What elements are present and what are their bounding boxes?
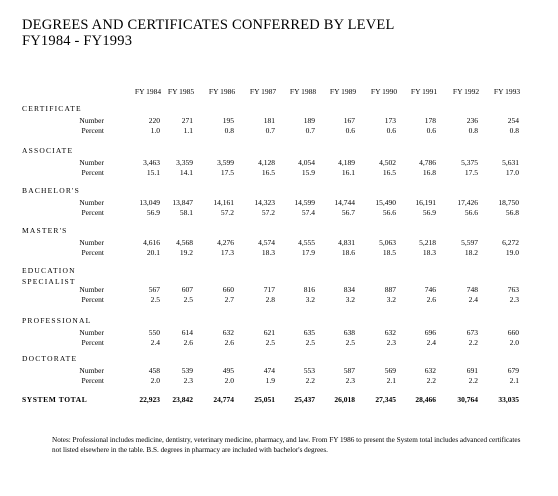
total-cell: 22,923 xyxy=(139,395,160,404)
percent-cell: 56.6 xyxy=(382,208,396,217)
percent-cell: 2.8 xyxy=(265,295,275,304)
number-cell: 4,786 xyxy=(419,158,436,167)
percent-cell: 2.2 xyxy=(426,376,436,385)
percent-cell: 0.7 xyxy=(265,126,275,135)
year-header: FY 1992 xyxy=(452,87,480,96)
percent-cell: 0.6 xyxy=(426,126,436,135)
number-cell: 495 xyxy=(222,366,234,375)
row-label-number: Number xyxy=(79,116,104,125)
number-cell: 18,750 xyxy=(498,198,519,207)
row-label-percent: Percent xyxy=(81,376,104,385)
percent-cell: 2.3 xyxy=(509,295,519,304)
percent-cell: 3.2 xyxy=(305,295,315,304)
percent-cell: 17.9 xyxy=(301,248,315,257)
year-header: FY 1988 xyxy=(289,87,317,96)
percent-cell: 18.3 xyxy=(422,248,436,257)
number-cell: 4,128 xyxy=(258,158,275,167)
percent-cell: 16.5 xyxy=(382,168,396,177)
number-cell: 189 xyxy=(303,116,315,125)
number-cell: 621 xyxy=(263,328,275,337)
section-label: CERTIFICATE xyxy=(22,104,82,113)
percent-cell: 0.7 xyxy=(305,126,315,135)
percent-cell: 1.0 xyxy=(150,126,160,135)
percent-cell: 0.8 xyxy=(509,126,519,135)
section-label: EDUCATION xyxy=(22,266,76,275)
number-cell: 763 xyxy=(507,285,519,294)
section-label: BACHELOR'S xyxy=(22,186,80,195)
number-cell: 4,276 xyxy=(217,238,234,247)
total-cell: 28,466 xyxy=(415,395,436,404)
title-line-2: FY1984 - FY1993 xyxy=(22,33,133,49)
row-label-percent: Percent xyxy=(81,248,104,257)
number-cell: 13,049 xyxy=(139,198,160,207)
row-label-percent: Percent xyxy=(81,208,104,217)
percent-cell: 16.1 xyxy=(341,168,355,177)
year-header: FY 1984 xyxy=(134,87,162,96)
percent-cell: 2.4 xyxy=(468,295,478,304)
number-cell: 816 xyxy=(303,285,315,294)
number-cell: 632 xyxy=(424,366,436,375)
percent-cell: 17.3 xyxy=(220,248,234,257)
year-header: FY 1989 xyxy=(329,87,357,96)
year-header: FY 1987 xyxy=(249,87,277,96)
number-cell: 3,599 xyxy=(217,158,234,167)
row-label-number: Number xyxy=(79,328,104,337)
number-cell: 17,426 xyxy=(457,198,478,207)
row-label-number: Number xyxy=(79,366,104,375)
report-title xyxy=(22,17,395,49)
percent-cell: 0.6 xyxy=(345,126,355,135)
number-cell: 14,161 xyxy=(213,198,234,207)
total-cell: 25,437 xyxy=(294,395,315,404)
percent-cell: 17.0 xyxy=(505,168,519,177)
percent-cell: 2.3 xyxy=(386,338,396,347)
number-cell: 4,568 xyxy=(176,238,193,247)
row-label-percent: Percent xyxy=(81,126,104,135)
number-cell: 254 xyxy=(507,116,519,125)
number-cell: 4,054 xyxy=(298,158,315,167)
number-cell: 474 xyxy=(263,366,275,375)
number-cell: 638 xyxy=(343,328,355,337)
number-cell: 236 xyxy=(466,116,478,125)
table-notes: Notes: Professional includes medicine, dentistry, veterinary medicine, pharmacy, and law. From FY 1986 to present the System total includes advanced certificates not listed elsewhere in the table. B.S. degrees in pharmacy are included with bachelor's degrees. xyxy=(52,436,521,454)
total-cell: 33,035 xyxy=(498,395,519,404)
number-cell: 635 xyxy=(303,328,315,337)
percent-cell: 2.0 xyxy=(224,376,234,385)
section-label: DOCTORATE xyxy=(22,354,78,363)
number-cell: 4,555 xyxy=(298,238,315,247)
number-cell: 178 xyxy=(424,116,436,125)
percent-cell: 20.1 xyxy=(146,248,160,257)
total-cell: 25,051 xyxy=(254,395,275,404)
total-cell: 26,018 xyxy=(334,395,355,404)
number-cell: 4,574 xyxy=(258,238,275,247)
total-cell: 30,764 xyxy=(457,395,478,404)
number-cell: 567 xyxy=(148,285,160,294)
percent-cell: 2.5 xyxy=(345,338,355,347)
row-label-percent: Percent xyxy=(81,168,104,177)
number-cell: 167 xyxy=(343,116,355,125)
number-cell: 4,189 xyxy=(338,158,355,167)
number-cell: 553 xyxy=(303,366,315,375)
number-cell: 696 xyxy=(424,328,436,337)
number-cell: 181 xyxy=(263,116,275,125)
percent-cell: 17.5 xyxy=(464,168,478,177)
system-total-label: SYSTEM TOTAL xyxy=(22,395,88,404)
number-cell: 614 xyxy=(181,328,193,337)
row-label-number: Number xyxy=(79,198,104,207)
percent-cell: 2.5 xyxy=(265,338,275,347)
year-header: FY 1993 xyxy=(493,87,521,96)
percent-cell: 2.1 xyxy=(386,376,396,385)
number-cell: 4,616 xyxy=(143,238,160,247)
percent-cell: 2.0 xyxy=(150,376,160,385)
percent-cell: 18.5 xyxy=(382,248,396,257)
percent-cell: 2.6 xyxy=(426,295,436,304)
percent-cell: 3.2 xyxy=(345,295,355,304)
number-cell: 195 xyxy=(222,116,234,125)
year-header: FY 1990 xyxy=(370,87,398,96)
number-cell: 271 xyxy=(181,116,193,125)
number-cell: 14,744 xyxy=(334,198,355,207)
percent-cell: 2.4 xyxy=(150,338,160,347)
number-cell: 4,502 xyxy=(379,158,396,167)
percent-cell: 19.0 xyxy=(505,248,519,257)
row-label-number: Number xyxy=(79,158,104,167)
number-cell: 632 xyxy=(384,328,396,337)
percent-cell: 18.6 xyxy=(341,248,355,257)
number-cell: 173 xyxy=(384,116,396,125)
number-cell: 15,490 xyxy=(375,198,396,207)
section-label-line-2: SPECIALIST xyxy=(22,277,76,286)
percent-cell: 19.2 xyxy=(179,248,193,257)
number-cell: 673 xyxy=(466,328,478,337)
percent-cell: 16.8 xyxy=(422,168,436,177)
number-cell: 607 xyxy=(181,285,193,294)
number-cell: 6,272 xyxy=(502,238,519,247)
number-cell: 887 xyxy=(384,285,396,294)
percent-cell: 2.2 xyxy=(468,338,478,347)
percent-cell: 56.9 xyxy=(146,208,160,217)
percent-cell: 2.7 xyxy=(224,295,234,304)
title-line-1: DEGREES AND CERTIFICATES CONFERRED BY LEVEL xyxy=(22,17,395,33)
percent-cell: 56.7 xyxy=(341,208,355,217)
percent-cell: 56.9 xyxy=(422,208,436,217)
percent-cell: 1.1 xyxy=(183,126,193,135)
number-cell: 5,375 xyxy=(461,158,478,167)
percent-cell: 1.9 xyxy=(265,376,275,385)
percent-cell: 0.8 xyxy=(224,126,234,135)
percent-cell: 0.8 xyxy=(468,126,478,135)
percent-cell: 16.5 xyxy=(261,168,275,177)
year-header: FY 1985 xyxy=(167,87,195,96)
percent-cell: 2.2 xyxy=(305,376,315,385)
percent-cell: 56.6 xyxy=(464,208,478,217)
row-label-number: Number xyxy=(79,238,104,247)
percent-cell: 58.1 xyxy=(179,208,193,217)
percent-cell: 57.2 xyxy=(220,208,234,217)
percent-cell: 14.1 xyxy=(179,168,193,177)
number-cell: 5,063 xyxy=(379,238,396,247)
number-cell: 691 xyxy=(466,366,478,375)
total-cell: 27,345 xyxy=(375,395,396,404)
number-cell: 5,218 xyxy=(419,238,436,247)
percent-cell: 56.8 xyxy=(505,208,519,217)
percent-cell: 57.4 xyxy=(301,208,315,217)
percent-cell: 15.9 xyxy=(301,168,315,177)
row-label-percent: Percent xyxy=(81,295,104,304)
number-cell: 569 xyxy=(384,366,396,375)
percent-cell: 2.5 xyxy=(183,295,193,304)
number-cell: 834 xyxy=(343,285,355,294)
percent-cell: 17.5 xyxy=(220,168,234,177)
section-label: MASTER'S xyxy=(22,226,68,235)
number-cell: 717 xyxy=(263,285,275,294)
row-label-percent: Percent xyxy=(81,338,104,347)
number-cell: 220 xyxy=(148,116,160,125)
percent-cell: 2.0 xyxy=(509,338,519,347)
number-cell: 587 xyxy=(343,366,355,375)
number-cell: 660 xyxy=(507,328,519,337)
number-cell: 632 xyxy=(222,328,234,337)
percent-cell: 2.3 xyxy=(183,376,193,385)
section-label: ASSOCIATE xyxy=(22,146,74,155)
number-cell: 679 xyxy=(507,366,519,375)
section-label: PROFESSIONAL xyxy=(22,316,92,325)
number-cell: 5,631 xyxy=(502,158,519,167)
percent-cell: 2.6 xyxy=(183,338,193,347)
percent-cell: 2.3 xyxy=(345,376,355,385)
percent-cell: 2.2 xyxy=(468,376,478,385)
percent-cell: 57.2 xyxy=(261,208,275,217)
number-cell: 3,359 xyxy=(176,158,193,167)
number-cell: 13,847 xyxy=(172,198,193,207)
total-cell: 23,842 xyxy=(172,395,193,404)
year-header: FY 1991 xyxy=(410,87,438,96)
row-label-number: Number xyxy=(79,285,104,294)
percent-cell: 2.5 xyxy=(305,338,315,347)
percent-cell: 18.2 xyxy=(464,248,478,257)
number-cell: 14,599 xyxy=(294,198,315,207)
percent-cell: 3.2 xyxy=(386,295,396,304)
percent-cell: 2.6 xyxy=(224,338,234,347)
percent-cell: 2.1 xyxy=(509,376,519,385)
number-cell: 3,463 xyxy=(143,158,160,167)
year-header: FY 1986 xyxy=(208,87,236,96)
number-cell: 660 xyxy=(222,285,234,294)
number-cell: 748 xyxy=(466,285,478,294)
number-cell: 458 xyxy=(148,366,160,375)
number-cell: 746 xyxy=(424,285,436,294)
percent-cell: 18.3 xyxy=(261,248,275,257)
number-cell: 539 xyxy=(181,366,193,375)
number-cell: 14,323 xyxy=(254,198,275,207)
number-cell: 550 xyxy=(148,328,160,337)
percent-cell: 15.1 xyxy=(146,168,160,177)
number-cell: 4,831 xyxy=(338,238,355,247)
number-cell: 16,191 xyxy=(415,198,436,207)
number-cell: 5,597 xyxy=(461,238,478,247)
percent-cell: 2.4 xyxy=(426,338,436,347)
total-cell: 24,774 xyxy=(213,395,234,404)
percent-cell: 0.6 xyxy=(386,126,396,135)
percent-cell: 2.5 xyxy=(150,295,160,304)
